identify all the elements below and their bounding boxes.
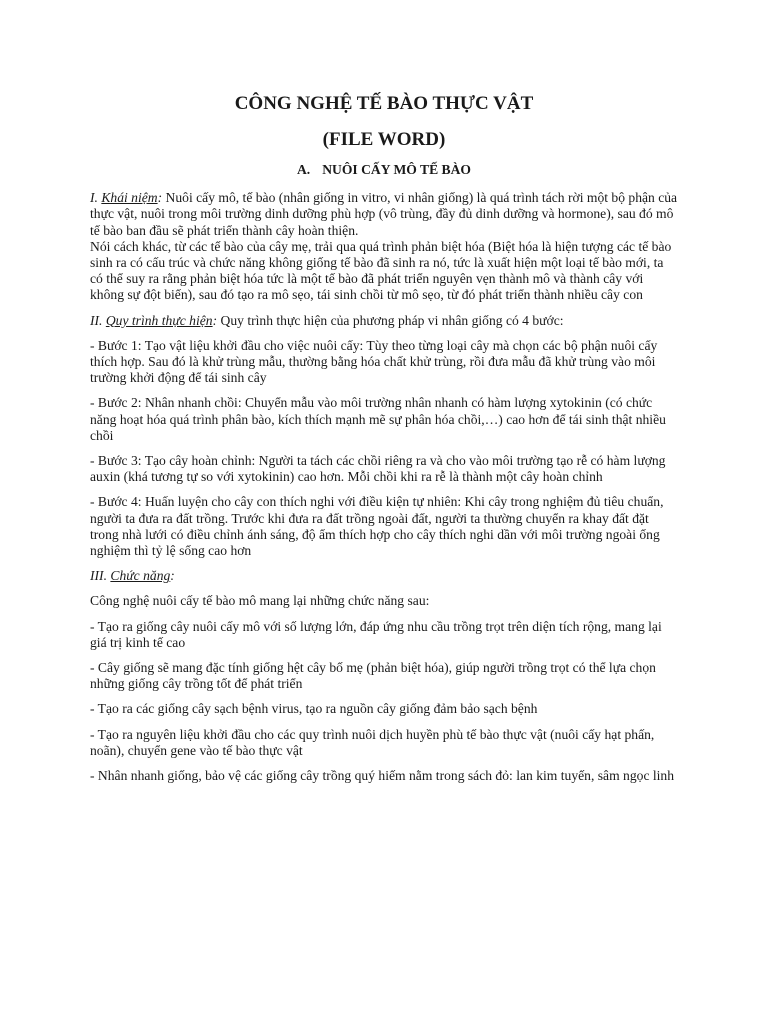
document-subtitle: (FILE WORD) bbox=[322, 129, 446, 150]
section-3-number: III. bbox=[90, 568, 107, 584]
function-item-1: - Tạo ra giống cây nuôi cấy mô với số lượng lớn, đáp ứng nhu cầu trồng trọt trên diện tích rộng, mang lại giá trị kinh tế cao bbox=[90, 618, 662, 650]
step-2: - Bước 2: Nhân nhanh chồi: Chuyển mẫu vào môi trường nhân nhanh có hàm lượng xytokinin (có chức năng hoạt hóa quá trình phân bào, kích thích mạnh mẽ sự phân hóa chồi,…) cao hơn để tái sinh thật nhiều chồi bbox=[90, 395, 666, 443]
document-page bbox=[90, 92, 678, 793]
section-1-text: Nuôi cấy mô, tế bào (nhân giống in vitro, vi nhân giống) là quá trình tách rời một bộ phận của thực vật, nuôi trong môi trường dinh dưỡng phù hợp (vô trùng, đầy đủ dinh dưỡng và hormone), sau đó mô tế bào ban đầu sẽ phát triển thành cây hoàn thiện. bbox=[90, 190, 678, 238]
step-1: - Bước 1: Tạo vật liệu khởi đầu cho việc nuôi cấy: Tùy theo từng loại cây mà chọn các bộ phận nuôi cấy thích hợp. Sau đó là khử trùng mẫu, thường bằng hóa chất khử trùng, rồi đưa mẫu đã khử trùng vào môi trường khởi động để tái sinh cây bbox=[90, 337, 658, 386]
section-1-number: I. bbox=[90, 190, 98, 206]
section-1-label: Khái niệm bbox=[101, 190, 158, 206]
section-1-sep: : bbox=[157, 190, 163, 206]
function-item-3: - Tạo ra các giống cây sạch bệnh virus, tạo ra nguồn cây giống đảm bảo sạch bệnh bbox=[90, 701, 538, 717]
section-2-text: Quy trình thực hiện của phương pháp vi nhân giống có 4 bước: bbox=[217, 312, 564, 328]
section-3-heading bbox=[90, 568, 678, 584]
section-3-sep: : bbox=[170, 568, 175, 584]
function-item-2: - Cây giống sẽ mang đặc tính giống hệt cây bố mẹ (phản biệt hóa), giúp người trồng trọt có thể lựa chọn những giống cây trồng tốt để phát triển bbox=[90, 660, 656, 692]
section-a-label: NUÔI CẤY MÔ TẾ BÀO bbox=[322, 162, 471, 177]
function-item-5: - Nhân nhanh giống, bảo vệ các giống cây trồng quý hiếm nằm trong sách đỏ: lan kim tuyến, sâm ngọc linh bbox=[90, 768, 675, 784]
section-3-label: Chức năng bbox=[110, 568, 171, 584]
section-2-sep: : bbox=[212, 312, 218, 328]
section-2-paragraph bbox=[90, 313, 678, 329]
section-2-number: II. bbox=[90, 312, 103, 328]
section-a-number: A. bbox=[296, 162, 311, 177]
section-3-intro: Công nghệ nuôi cấy tế bào mô mang lại những chức năng sau: bbox=[90, 593, 430, 609]
section-2-label: Quy trình thực hiện bbox=[105, 312, 213, 328]
section-1-paragraph-2: Nói cách khác, từ các tế bào của cây mẹ, trải qua quá trình phản biệt hóa (Biệt hóa là hiện tượng các tế bào sinh ra có cấu trúc và chức năng không giống tế bào đã sinh ra nó, tức là xuất hiện một loại tế bào mới, ta có thể suy ra rằng phản biệt hóa tức là một tế bào đã phát triển nguyên vẹn thành mô và thành cây với không sự đột biến), sau đó tạo ra mô sẹo, tái sinh chồi từ mô sẹo, từ đó phát triển thành nhiều cây con bbox=[90, 238, 672, 303]
section-1-paragraph bbox=[90, 190, 678, 239]
step-4: - Bước 4: Huấn luyện cho cây con thích nghi với điều kiện tự nhiên: Khi cây trong nghiệm đủ tiêu chuẩn, người ta đưa ra đất trồng. Trước khi đưa ra đất trồng ngoài đất, người ta thường chuyển ra khay đất đặt trong nhà lưới có điều chỉnh ánh sáng, độ ẩm thích hợp cho cây thích nghi dần với môi trường ngoài ống nghiệm thì tỷ lệ sống cao hơn bbox=[90, 494, 664, 559]
step-3: - Bước 3: Tạo cây hoàn chỉnh: Người ta tách các chồi riêng ra và cho vào môi trường tạo rễ có hàm lượng auxin (khá tương tự so với xytokinin) cao hơn. Mỗi chồi khi ra rễ là thành một cây hoàn chỉnh bbox=[90, 453, 666, 485]
document-title: CÔNG NGHỆ TẾ BÀO THỰC VẬT bbox=[234, 93, 534, 114]
section-a-heading bbox=[90, 162, 678, 178]
function-item-4: - Tạo ra nguyên liệu khởi đầu cho các quy trình nuôi dịch huyền phù tế bào thực vật (nuôi cấy hạt phấn, noãn), chuyển gene vào tế bào thực vật bbox=[90, 726, 655, 758]
